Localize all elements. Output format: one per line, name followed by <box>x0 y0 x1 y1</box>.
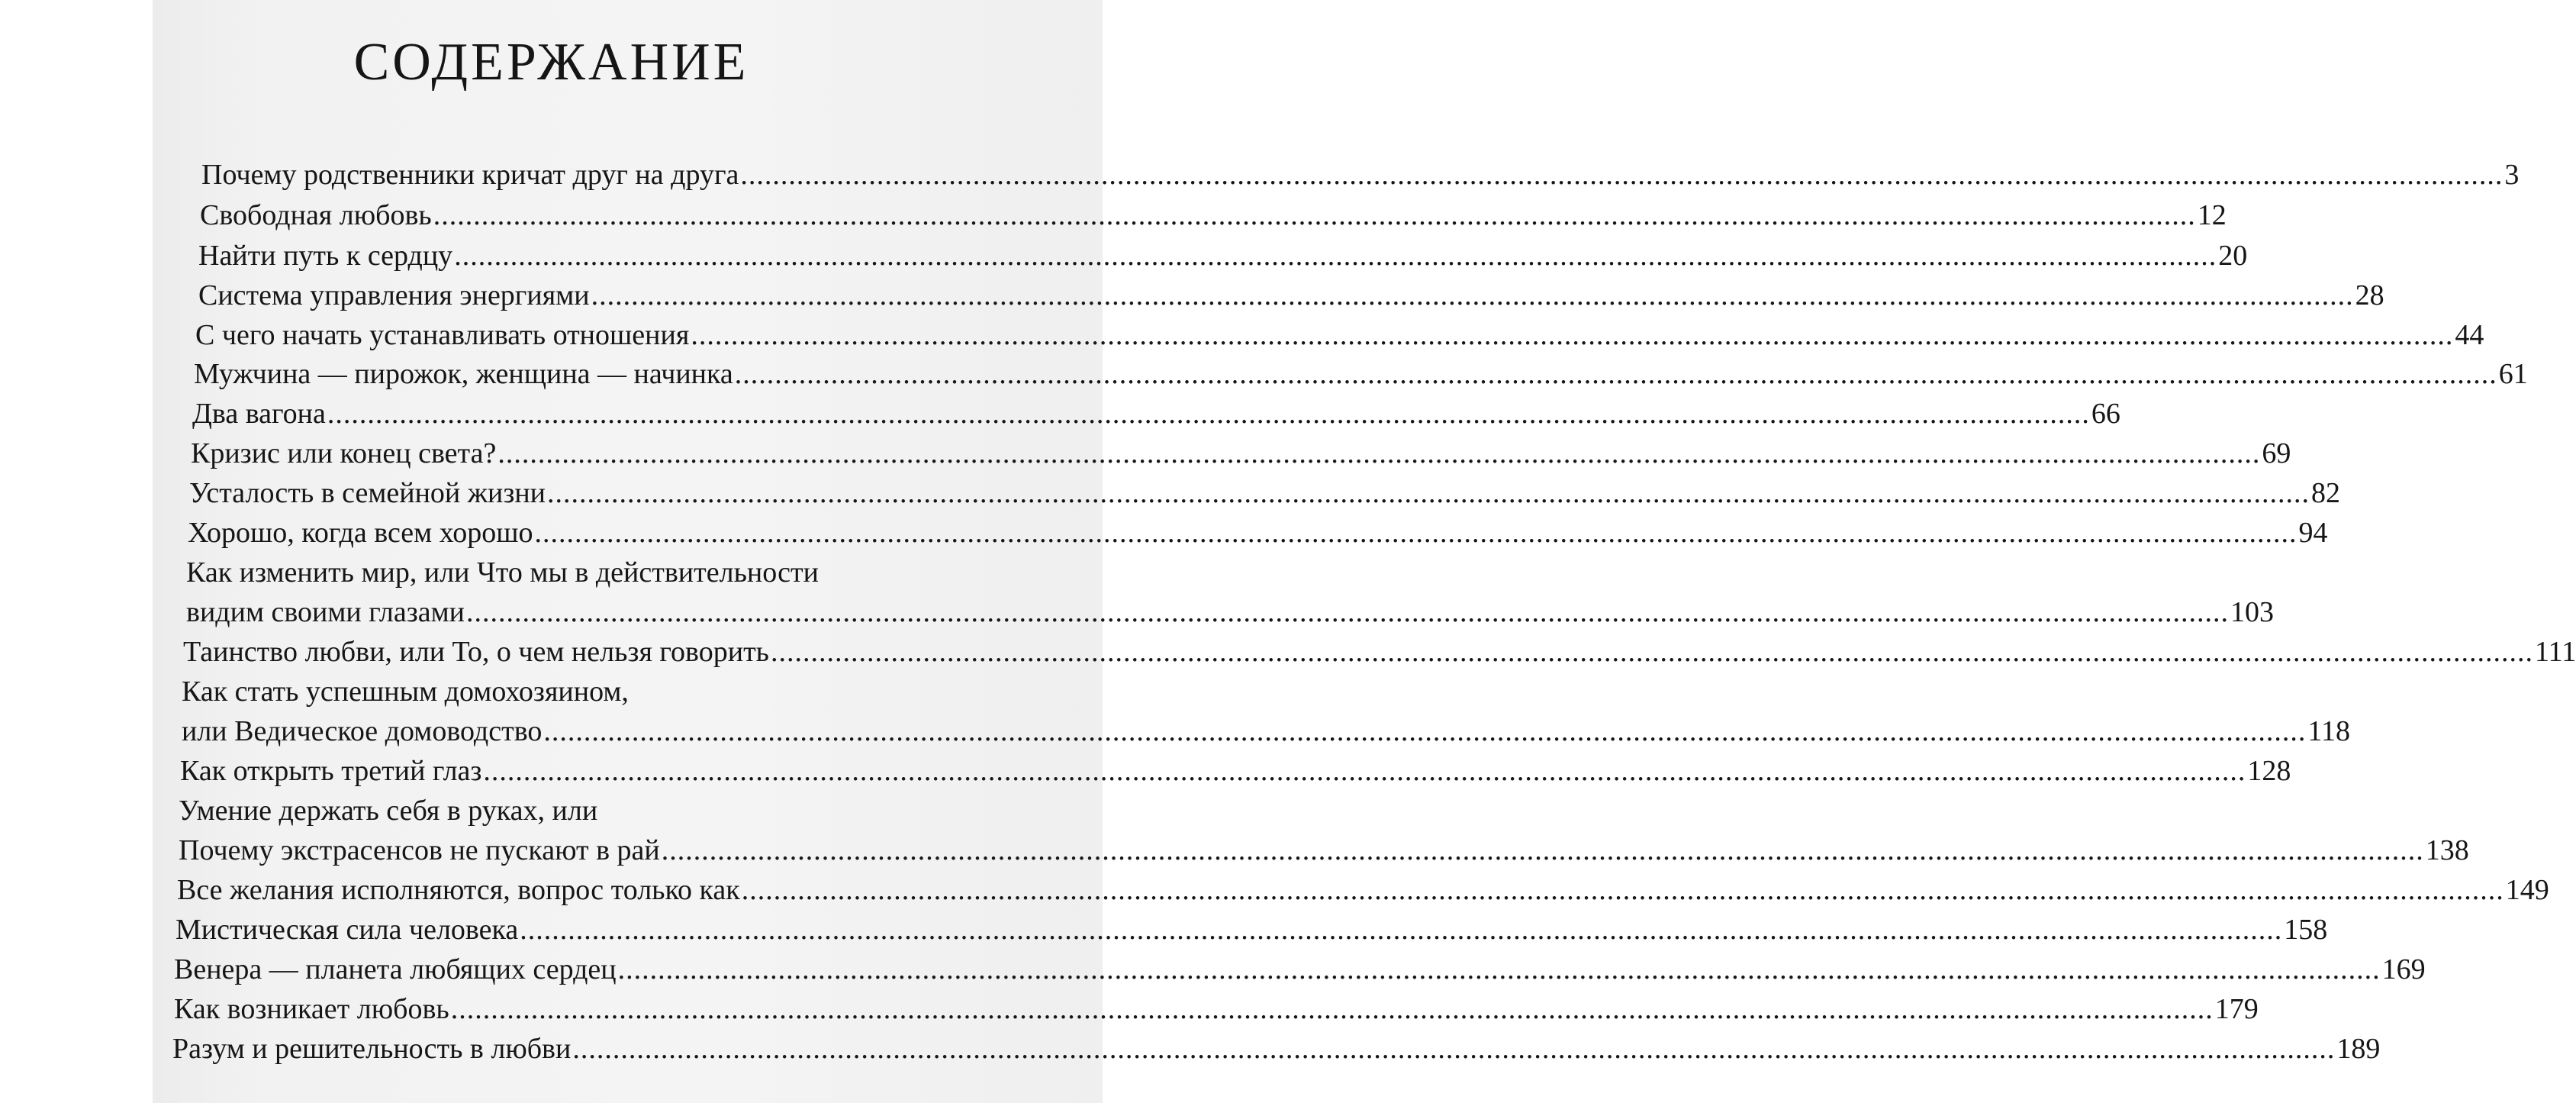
toc-entry-title: Все желания исполняются, вопрос только как <box>177 874 740 906</box>
toc-entry-page-number: 12 <box>2197 199 2227 231</box>
toc-entry-title: или Ведическое домоводство <box>182 715 543 747</box>
toc-entry <box>194 356 2528 392</box>
toc-entry-page-number: 189 <box>2336 1033 2381 1065</box>
dot-leader: ............................................................................................................................................................................................................................ <box>327 398 2090 430</box>
toc-entry-page-number: 44 <box>2455 319 2484 351</box>
toc-entry-page-number: 28 <box>2355 279 2384 311</box>
dot-leader: ............................................................................................................................................................................................................................ <box>483 755 2246 787</box>
dot-leader: ............................................................................................................................................................................................................................ <box>433 199 2196 231</box>
toc-entry-title: Венера — планета любящих сердец <box>174 953 617 985</box>
toc-entry-title: Как стать успешным домохозяином, <box>182 676 629 708</box>
toc-entry <box>183 634 2576 670</box>
dot-leader: ............................................................................................................................................................................................................................ <box>691 319 2454 351</box>
toc-entry <box>174 951 2426 988</box>
toc-entry <box>182 713 2350 750</box>
toc-entry-page-number: 149 <box>2505 874 2549 906</box>
toc-entry-title: Почему экстрасенсов не пускают в рай <box>179 834 660 866</box>
toc-entry-title: Свободная любовь <box>200 199 432 231</box>
toc-entry <box>188 514 2328 551</box>
toc-entry-title: Как изменить мир, или Что мы в действительности <box>186 556 819 589</box>
toc-entry-title: Мистическая сила человека <box>175 914 519 946</box>
dot-leader: ............................................................................................................................................................................................................................ <box>591 279 2354 311</box>
table-of-contents <box>153 0 2576 1103</box>
toc-entry <box>186 594 2275 631</box>
book-page <box>153 0 2576 1103</box>
toc-entry-title: Система управления энергиями <box>198 279 590 311</box>
toc-entry-page-number: 69 <box>2262 437 2291 469</box>
dot-leader: ............................................................................................................................................................................................................................ <box>450 993 2214 1025</box>
toc-entry-page-number: 179 <box>2214 993 2259 1025</box>
toc-entry-title: Таинство любви, или То, о чем нельзя говорить <box>183 636 770 668</box>
toc-entry-title: Найти путь к сердцу <box>198 240 453 272</box>
toc-entry-page-number: 111 <box>2535 636 2576 668</box>
toc-entry <box>198 277 2384 314</box>
toc-entry-page-number: 103 <box>2230 596 2275 628</box>
toc-entry-page-number: 94 <box>2298 517 2328 549</box>
dot-leader: ............................................................................................................................................................................................................................ <box>543 715 2307 747</box>
toc-entry-title: Почему родственники кричат друг на друга <box>201 159 739 191</box>
dot-leader: ............................................................................................................................................................................................................................ <box>534 517 2297 549</box>
toc-entry-page-number: 82 <box>2311 477 2341 509</box>
toc-entry-title: Мужчина — пирожок, женщина — начинка <box>194 358 733 390</box>
toc-entry <box>198 237 2248 274</box>
toc-entry-title: Разум и решительность в любви <box>172 1033 572 1065</box>
toc-entry-page-number: 61 <box>2498 358 2528 390</box>
toc-entry-page-number: 3 <box>2504 159 2520 191</box>
toc-entry-title: Умение держать себя в руках, или <box>179 795 598 827</box>
page-title: СОДЕРЖАНИЕ <box>353 33 749 92</box>
dot-leader: ............................................................................................................................................................................................................................ <box>734 358 2497 390</box>
dot-leader: ............................................................................................................................................................................................................................ <box>497 437 2261 469</box>
toc-entry <box>189 475 2341 511</box>
dot-leader: ............................................................................................................................................................................................................................ <box>740 159 2504 191</box>
toc-entry <box>201 156 2520 193</box>
toc-entry-page-number: 128 <box>2247 755 2291 787</box>
toc-entry-page-number: 66 <box>2091 398 2120 430</box>
toc-entry-page-number: 169 <box>2381 953 2426 985</box>
toc-entry <box>200 197 2227 234</box>
dot-leader: ............................................................................................................................................................................................................................ <box>771 636 2534 668</box>
toc-entry <box>179 832 2469 869</box>
toc-entry <box>175 911 2328 948</box>
toc-entry <box>191 435 2291 472</box>
toc-entry <box>182 673 839 710</box>
toc-entry-title: видим своими глазами <box>186 596 465 628</box>
toc-entry-page-number: 158 <box>2284 914 2328 946</box>
toc-entry <box>174 991 2259 1027</box>
dot-leader: ............................................................................................................................................................................................................................ <box>572 1033 2336 1065</box>
toc-entry <box>195 317 2484 353</box>
toc-entry-title: С чего начать устанавливать отношения <box>195 319 690 351</box>
toc-entry-title: Два вагона <box>192 398 326 430</box>
toc-entry-page-number: 20 <box>2218 240 2248 272</box>
dot-leader: ............................................................................................................................................................................................................................ <box>741 874 2504 906</box>
toc-entry-title: Кризис или конец света? <box>191 437 497 469</box>
toc-entry-page-number: 138 <box>2425 834 2469 866</box>
toc-entry-title: Усталость в семейной жизни <box>189 477 546 509</box>
dot-leader: ............................................................................................................................................................................................................................ <box>547 477 2310 509</box>
dot-leader: ............................................................................................................................................................................................................................ <box>617 953 2381 985</box>
toc-entry <box>180 753 2291 789</box>
dot-leader: ............................................................................................................................................................................................................................ <box>454 240 2217 272</box>
toc-entry-page-number: 118 <box>2307 715 2350 747</box>
toc-entry <box>192 395 2120 432</box>
dot-leader: ............................................................................................................................................................................................................................ <box>520 914 2283 946</box>
toc-entry <box>179 792 839 829</box>
dot-leader: ............................................................................................................................................................................................................................ <box>466 596 2230 628</box>
dot-leader: ............................................................................................................................................................................................................................ <box>661 834 2424 866</box>
toc-entry-title: Как возникает любовь <box>174 993 449 1025</box>
toc-entry <box>177 872 2549 908</box>
toc-entry <box>172 1030 2381 1067</box>
toc-entry <box>186 554 861 591</box>
toc-entry-title: Хорошо, когда всем хорошо <box>188 517 533 549</box>
toc-entry-title: Как открыть третий глаз <box>180 755 482 787</box>
